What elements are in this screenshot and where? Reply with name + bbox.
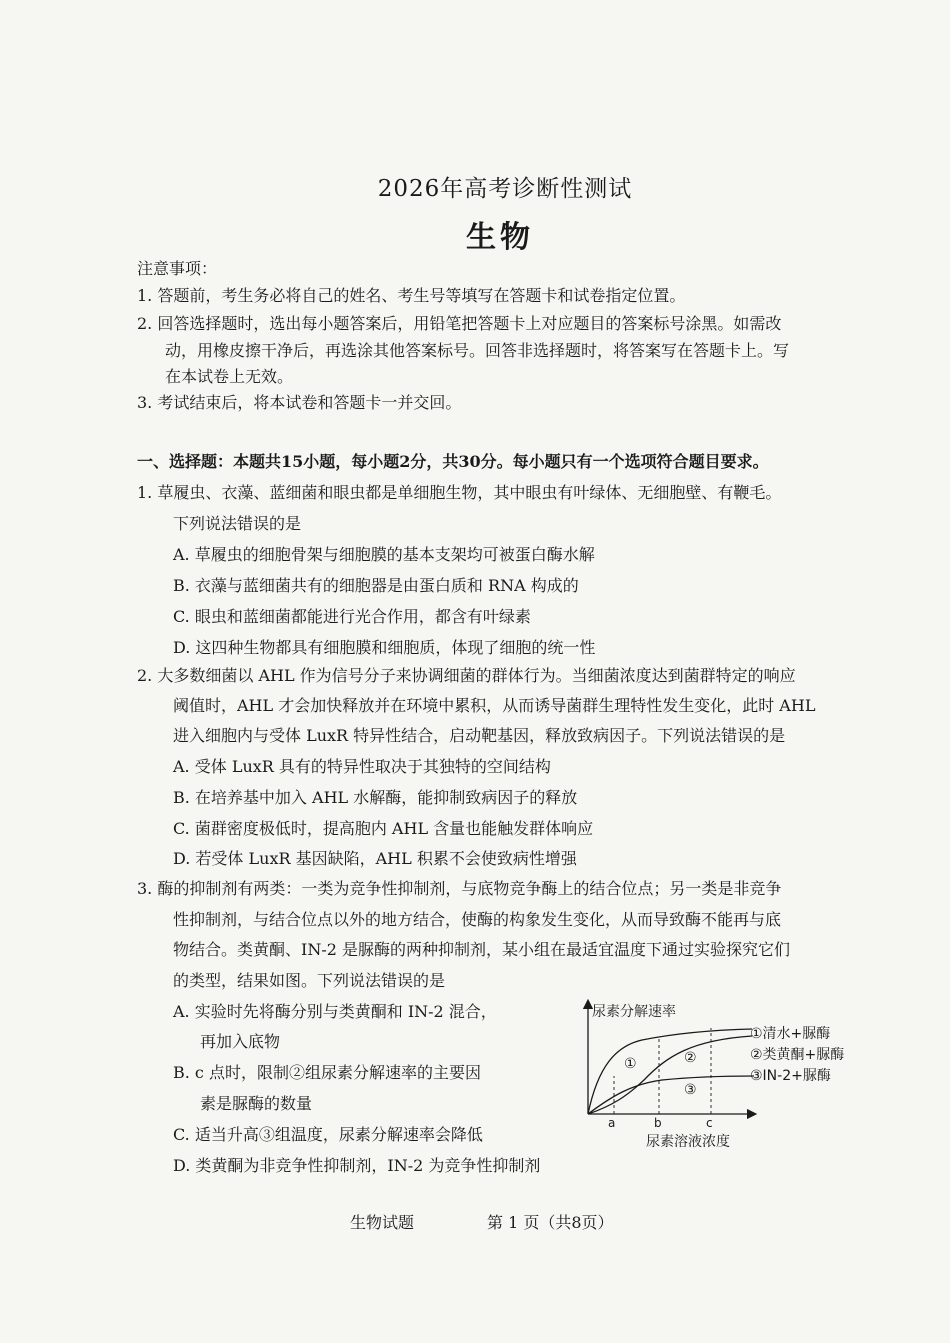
curve-1 [588,1029,752,1114]
curve-mark-1: ① [624,1056,637,1072]
option-b: B. c 点时，限制②组尿素分解速率的主要因 [173,1063,481,1082]
option-b-cont: 素是脲酶的数量 [200,1094,313,1113]
tick-c: c [706,1116,713,1130]
notice-item: 1. 答题前，考生务必将自己的姓名、考生号等填写在答题卡和试卷指定位置。 [137,286,686,305]
curve-2 [588,1036,752,1114]
footer-label: 生物试题 [350,1213,415,1232]
option-d: D. 若受体 LuxR 基因缺陷，AHL 积累不会使致病性增强 [173,849,577,868]
curve-3 [588,1076,754,1114]
curve-mark-2: ② [684,1050,697,1066]
question-stem: 下列说法错误的是 [173,514,302,533]
question-stem: 性抑制剂，与结合位点以外的地方结合，使酶的构象发生变化，从而导致酶不能再与底 [173,910,782,929]
notice-item: 3. 考试结束后，将本试卷和答题卡一并交回。 [137,393,462,412]
notice-item: 2. 回答选择题时，选出每小题答案后，用铅笔把答题卡上对应题目的答案标号涂黑。如需改 [137,314,782,333]
x-axis-label: 尿素溶液浓度 [646,1134,730,1150]
question-stem: 的类型，结果如图。下列说法错误的是 [173,971,446,990]
option-a: A. 实验时先将酶分别与类黄酮和 IN-2 混合， [173,1002,497,1021]
enzyme-rate-figure [572,996,862,1154]
option-a: A. 草履虫的细胞骨架与细胞膜的基本支架均可被蛋白酶水解 [173,545,595,564]
question-stem: 阈值时，AHL 才会加快释放并在环境中累积，从而诱导菌群生理特性发生变化，此时 AHL [173,696,816,715]
option-d: D. 这四种生物都具有细胞膜和细胞质，体现了细胞的统一性 [173,638,596,657]
section-heading: 一、选择题：本题共15小题，每小题2分，共30分。每小题只有一个选项符合题目要求。 [137,452,769,471]
legend-2: ②类黄酮+脲酶 [750,1047,845,1063]
legend-1: ①清水+脲酶 [750,1026,831,1042]
option-a: A. 受体 LuxR 具有的特异性取决于其独特的空间结构 [173,757,551,776]
subject-title: 生物 [466,220,534,255]
curve-mark-3: ③ [684,1082,697,1098]
option-a-cont: 再加入底物 [200,1032,281,1051]
option-c: C. 适当升高③组温度，尿素分解速率会降低 [173,1125,483,1144]
notice-heading: 注意事项： [137,259,218,278]
y-axis-label: 尿素分解速率 [592,1004,676,1020]
legend-3: ③IN-2+脲酶 [750,1068,831,1084]
option-d: D. 类黄酮为非竞争性抑制剂，IN-2 为竞争性抑制剂 [173,1156,541,1175]
question-stem: 物结合。类黄酮、IN-2 是脲酶的两种抑制剂，某小组在最适宜温度下通过实验探究它们 [173,940,790,959]
question-stem: 3. 酶的抑制剂有两类：一类为竞争性抑制剂，与底物竞争酶上的结合位点；另一类是非竞争 [137,879,782,898]
question-stem: 进入细胞内与受体 LuxR 特异性结合，启动靶基因，释放致病因子。下列说法错误的是 [173,726,786,745]
question-stem: 1. 草履虫、衣藻、蓝细菌和眼虫都是单细胞生物，其中眼虫有叶绿体、无细胞壁、有鞭毛。 [137,483,782,502]
tick-b: b [654,1116,662,1130]
notice-item: 动，用橡皮擦干净后，再选涂其他答案标号。回答非选择题时，将答案写在答题卡上。写 [165,341,790,360]
option-c: C. 眼虫和蓝细菌都能进行光合作用，都含有叶绿素 [173,607,531,626]
option-b: B. 在培养基中加入 AHL 水解酶，能抑制致病因子的释放 [173,788,578,807]
notice-item: 在本试卷上无效。 [165,367,294,386]
exam-title: 2026年高考诊断性测试 [377,176,633,202]
tick-a: a [608,1116,616,1130]
question-stem: 2. 大多数细菌以 AHL 作为信号分子来协调细菌的群体行为。当细菌浓度达到菌群特定的响应 [137,666,796,685]
page-number: 第 1 页（共8页） [487,1213,614,1232]
option-b: B. 衣藻与蓝细菌共有的细胞器是由蛋白质和 RNA 构成的 [173,576,579,595]
option-c: C. 菌群密度极低时，提高胞内 AHL 含量也能触发群体响应 [173,819,594,838]
